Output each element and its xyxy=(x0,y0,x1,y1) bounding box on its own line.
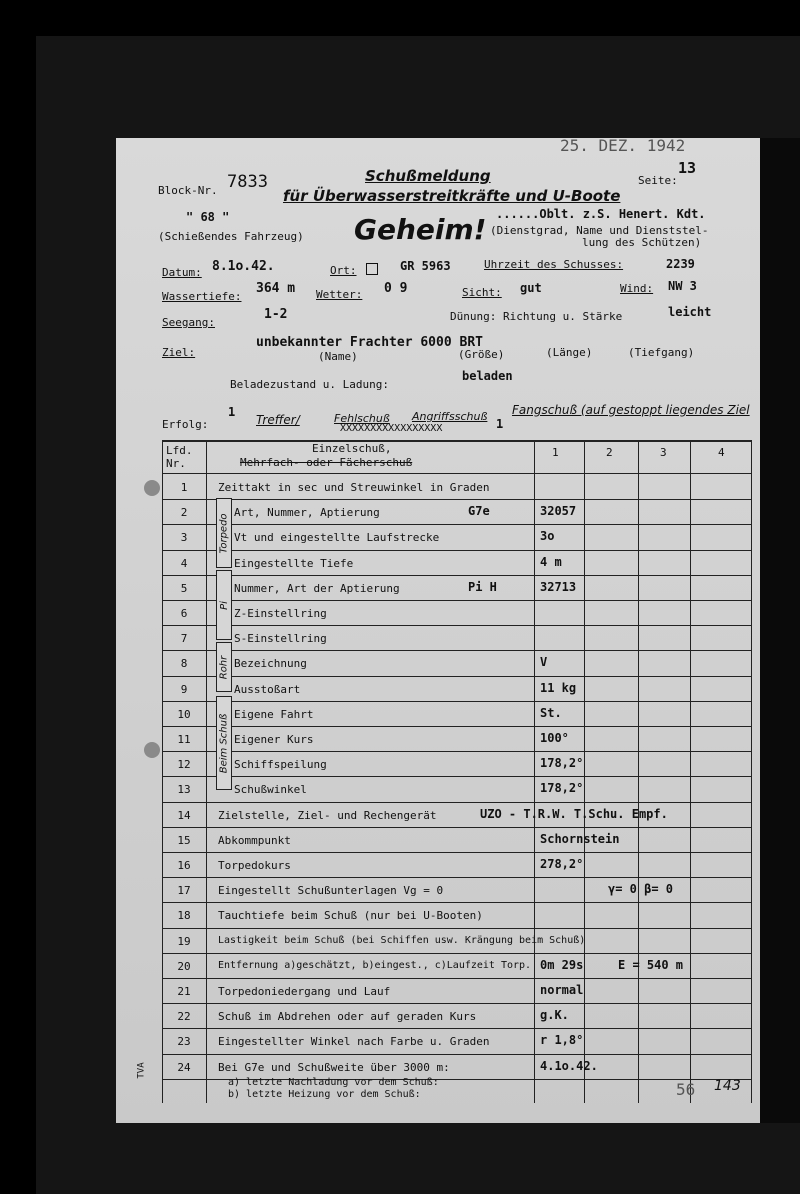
bottom-handwritten: 143 xyxy=(714,1078,741,1094)
header-no: Lfd. Nr. xyxy=(166,444,193,470)
result-label: Erfolg: xyxy=(162,418,209,431)
vessel-label: (Schießendes Fahrzeug) xyxy=(158,230,304,243)
row-number: 15 xyxy=(177,833,191,847)
row-number: 20 xyxy=(177,959,191,973)
row-extra-value: UZO - T.R.W. T.Schu. Empf. xyxy=(480,806,668,821)
bottom-number: 56 xyxy=(676,1080,696,1099)
row-label: Tauchtiefe beim Schuß (nur bei U-Booten) xyxy=(218,909,483,923)
place-label: Ort: xyxy=(330,264,357,277)
row-number: 6 xyxy=(180,607,188,620)
target-name-label: (Name) xyxy=(318,350,358,363)
group-pi: Pi xyxy=(216,570,232,640)
weather-value: 0 9 xyxy=(384,281,408,296)
row-value-col1: St. xyxy=(540,705,562,720)
row-number: 2 xyxy=(180,506,188,520)
vessel-id: " 68 " xyxy=(186,210,230,224)
row-label: Eingestellte Tiefe xyxy=(234,556,354,570)
header-col-3: 3 xyxy=(660,446,667,459)
row-value-col1: 11 kg xyxy=(540,680,577,695)
wind-label: Wind: xyxy=(620,282,654,295)
group-torpedo: Torpedo xyxy=(216,498,232,568)
row-label: Torpedoniedergang und Lauf xyxy=(218,985,391,998)
row-number: 7 xyxy=(180,632,188,646)
row-value-col1: 4.1o.42. xyxy=(540,1058,598,1073)
row-label: Schußwinkel xyxy=(234,783,307,797)
time-label: Uhrzeit des Schusses: xyxy=(484,258,624,271)
row-value-col1: 0m 29s xyxy=(540,957,584,972)
row-extra-value: G7e xyxy=(468,504,490,519)
header-desc-2: Mehrfach- oder Fächerschuß xyxy=(240,456,413,469)
result-count: 1 xyxy=(228,405,236,419)
secret-mark: Geheim! xyxy=(354,213,487,246)
row-number: 4 xyxy=(180,556,188,570)
film-edge xyxy=(760,138,800,1123)
row-label: Eigener Kurs xyxy=(234,733,314,746)
row-value-col1: V xyxy=(540,655,548,670)
row-label: Eingestellt Schußunterlagen Vg = 0 xyxy=(218,884,444,898)
catch-count: 1 xyxy=(496,417,504,431)
row-number: 14 xyxy=(177,808,191,822)
miss-label: Fehlschuß xyxy=(334,412,390,425)
row-label: Bezeichnung xyxy=(234,657,307,671)
block-number: 7833 xyxy=(227,172,268,192)
row-number: 3 xyxy=(180,531,188,545)
row-number: 13 xyxy=(177,783,191,797)
row-number: 12 xyxy=(177,758,191,772)
row-extra-value: γ= 0 β= 0 xyxy=(608,882,674,897)
place-value: GR 5963 xyxy=(400,259,451,273)
time-value: 2239 xyxy=(666,257,695,271)
header-col-2: 2 xyxy=(606,446,613,459)
date-label: Datum: xyxy=(162,266,202,279)
block-label: Block-Nr. xyxy=(158,184,218,197)
row-number: 22 xyxy=(177,1010,191,1024)
hit-label: Treffer/ xyxy=(256,413,300,427)
group-rohr: Rohr xyxy=(216,642,232,692)
row-number: 1 xyxy=(180,481,188,494)
shooter-label-2: lung des Schützen) xyxy=(582,236,702,249)
header-col-1: 1 xyxy=(552,446,559,459)
row-extra-value: E = 540 m xyxy=(618,957,684,972)
page-number: 13 xyxy=(678,159,697,177)
page-label: Seite: xyxy=(638,174,678,187)
row-number: 8 xyxy=(180,657,188,671)
row-number: 16 xyxy=(177,859,191,872)
row-label: Z-Einstellring xyxy=(234,607,327,620)
date-value: 8.1o.42. xyxy=(212,259,275,274)
row-value-col1: 100° xyxy=(540,731,569,745)
row-label: Eigene Fahrt xyxy=(234,707,314,721)
row-value-col1: g.K. xyxy=(540,1008,569,1023)
row-value-col1: 178,2° xyxy=(540,781,584,796)
row-label: Eingestellter Winkel nach Farbe u. Graden xyxy=(218,1035,490,1049)
swell-value: leicht xyxy=(668,305,712,319)
shooter-name: ......Oblt. z.S. Henert. Kdt. xyxy=(496,207,706,221)
row-number: 21 xyxy=(177,985,191,998)
row-value-col1: 178,2° xyxy=(540,756,584,771)
row-number: 24 xyxy=(177,1060,191,1074)
target-length-label: (Länge) xyxy=(546,346,593,359)
sea-label: Seegang: xyxy=(162,316,215,329)
row-label: Schuß im Abdrehen oder auf geraden Kurs xyxy=(218,1010,477,1024)
group-beim-schuss: Beim Schuß xyxy=(216,696,232,790)
row-number: 9 xyxy=(180,682,188,696)
row-value-col1: 32057 xyxy=(540,504,577,519)
date-stamp: 25. DEZ. 1942 xyxy=(560,136,686,155)
header-col-4: 4 xyxy=(718,446,725,459)
row-number: 11 xyxy=(177,733,191,746)
row-label: Zeittakt in sec und Streuwinkel in Graden xyxy=(218,481,490,494)
row-number: 19 xyxy=(177,934,191,948)
row-value-col1: 32713 xyxy=(540,579,577,594)
row-label: Entfernung a)geschätzt, b)eingest., c)Laufzeit Torp. xyxy=(218,959,532,971)
row-label: Schiffspeilung xyxy=(234,758,327,772)
row-label: Abkommpunkt xyxy=(218,833,291,847)
load-label: Beladezustand u. Ladung: xyxy=(230,378,389,391)
row-value-col1: r 1,8° xyxy=(540,1033,584,1048)
row-extra-value: Pi H xyxy=(468,579,497,594)
row-label: Ausstoßart xyxy=(234,682,301,696)
target-draft-label: (Tiefgang) xyxy=(628,346,695,359)
catch-label: Fangschuß (auf gestoppt liegendes Ziel xyxy=(512,403,750,417)
place-checkbox xyxy=(366,263,378,275)
target-size-label: (Größe) xyxy=(458,348,505,361)
depth-label: Wassertiefe: xyxy=(162,290,242,303)
punch-hole-top xyxy=(144,480,160,496)
swell-label: Dünung: Richtung u. Stärke xyxy=(450,310,623,323)
row-number: 17 xyxy=(177,884,191,898)
row-label: Zielstelle, Ziel- und Rechengerät xyxy=(218,808,437,822)
target-value: unbekannter Frachter 6000 BRT xyxy=(256,335,483,350)
row-number: 5 xyxy=(180,581,188,595)
attack-label: Angriffsschuß xyxy=(412,410,488,423)
header-desc-1: Einzelschuß, xyxy=(312,442,392,455)
row-value-col1: normal xyxy=(540,983,584,997)
attack-strikeout: XXXXXXXXXXXXXXXXX xyxy=(340,423,443,434)
row-24-a: a) letzte Nachladung vor dem Schuß: xyxy=(228,1077,439,1088)
sea-value: 1-2 xyxy=(264,307,288,322)
shot-table xyxy=(162,440,752,1103)
row-number: 18 xyxy=(177,909,191,923)
visibility-value: gut xyxy=(520,281,542,295)
depth-value: 364 m xyxy=(256,281,296,296)
target-label: Ziel: xyxy=(162,346,196,359)
weather-label: Wetter: xyxy=(316,288,363,301)
form-subtitle: für Überwasserstreitkräfte und U-Boote xyxy=(283,187,621,205)
row-value-col1: Schornstein xyxy=(540,831,620,846)
row-label: Torpedokurs xyxy=(218,859,291,872)
load-value: beladen xyxy=(462,369,513,383)
punch-hole-bottom xyxy=(144,742,160,758)
row-label: Vt und eingestellte Laufstrecke xyxy=(234,531,440,545)
row-label: Art, Nummer, Aptierung xyxy=(234,506,380,520)
row-24-b: b) letzte Heizung vor dem Schuß: xyxy=(228,1089,421,1100)
row-label: Bei G7e und Schußweite über 3000 m: xyxy=(218,1060,450,1074)
row-label: Lastigkeit beim Schuß (bei Schiffen usw. Krängung beim Schuß) xyxy=(218,934,586,946)
shooter-label-1: (Dienstgrad, Name und Dienststel- xyxy=(490,224,709,237)
row-value-col1: 278,2° xyxy=(540,857,584,871)
row-number: 23 xyxy=(177,1035,191,1049)
row-label: S-Einstellring xyxy=(234,632,327,646)
row-number: 10 xyxy=(177,707,191,721)
wind-value: NW 3 xyxy=(668,279,697,293)
row-label: Nummer, Art der Aptierung xyxy=(234,581,400,595)
side-stamp: TVA xyxy=(136,1062,147,1079)
form-title: Schußmeldung xyxy=(365,167,491,185)
visibility-label: Sicht: xyxy=(462,286,502,299)
row-value-col1: 3o xyxy=(540,529,555,544)
row-value-col1: 4 m xyxy=(540,554,562,569)
